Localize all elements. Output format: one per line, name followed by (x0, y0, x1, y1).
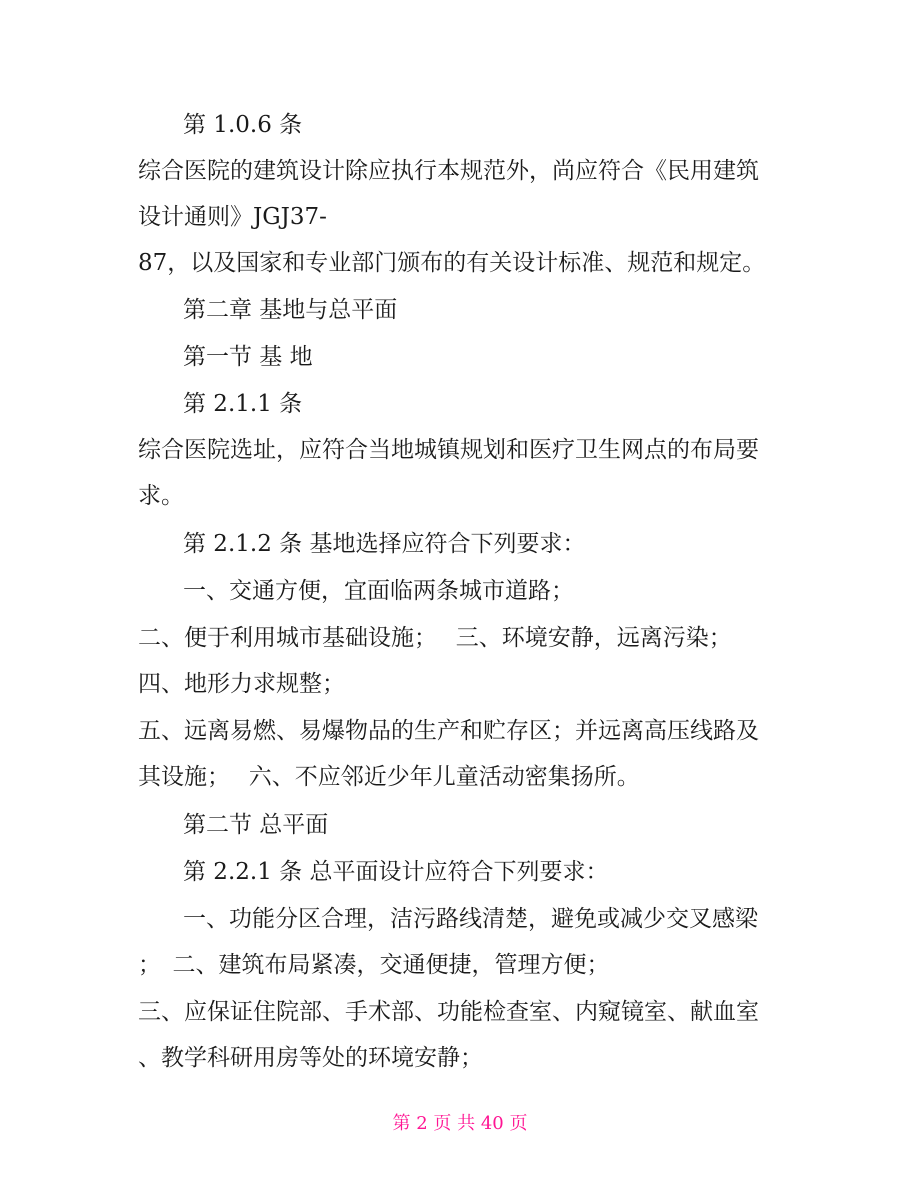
text-line: 87，以及国家和专业部门颁布的有关设计标准、规范和规定。 (138, 250, 766, 276)
text-line: 设计通则》JGJ37- (138, 204, 327, 230)
chapter-heading: 第二章 基地与总平面 (183, 297, 398, 323)
text-line: 求。 (138, 483, 184, 509)
section-heading: 第二节 总平面 (183, 812, 329, 838)
page-number: 第 2 页 共 40 页 (392, 1113, 528, 1134)
text-line: 一、功能分区合理，洁污路线清楚，避免或减少交叉感梁 (183, 906, 758, 932)
text-line: 二、便于利用城市基础设施； 三、环境安静，远离污染； (138, 625, 732, 651)
text-line: 、教学科研用房等处的环境安静； (138, 1045, 483, 1071)
text-line: 五、远离易燃、易爆物品的生产和贮存区；并远离高压线路及 (138, 718, 759, 744)
text-line: 三、应保证住院部、手术部、功能检查室、内窥镜室、献血室 (138, 999, 759, 1025)
text-line: 第 2.1.2 条 基地选择应符合下列要求： (183, 531, 586, 557)
text-line: 四、地形力求规整； (138, 671, 345, 697)
text-line: 第 2.1.1 条 (183, 391, 303, 417)
text-line: 第 1.0.6 条 (183, 112, 303, 138)
text-line: 一、交通方便，宜面临两条城市道路； (183, 578, 574, 604)
text-line: 第 2.2.1 条 总平面设计应符合下列要求： (183, 859, 609, 885)
text-line: 其设施； 六、不应邻近少年儿童活动密集扬所。 (138, 764, 640, 790)
section-heading: 第一节 基 地 (183, 344, 313, 370)
text-line: ； 二、建筑布局紧凑，交通便捷，管理方便； (138, 952, 610, 978)
text-line: 综合医院选址，应符合当地城镇规划和医疗卫生网点的布局要 (138, 437, 759, 463)
text-line: 综合医院的建筑设计除应执行本规范外，尚应符合《民用建筑 (138, 158, 759, 184)
